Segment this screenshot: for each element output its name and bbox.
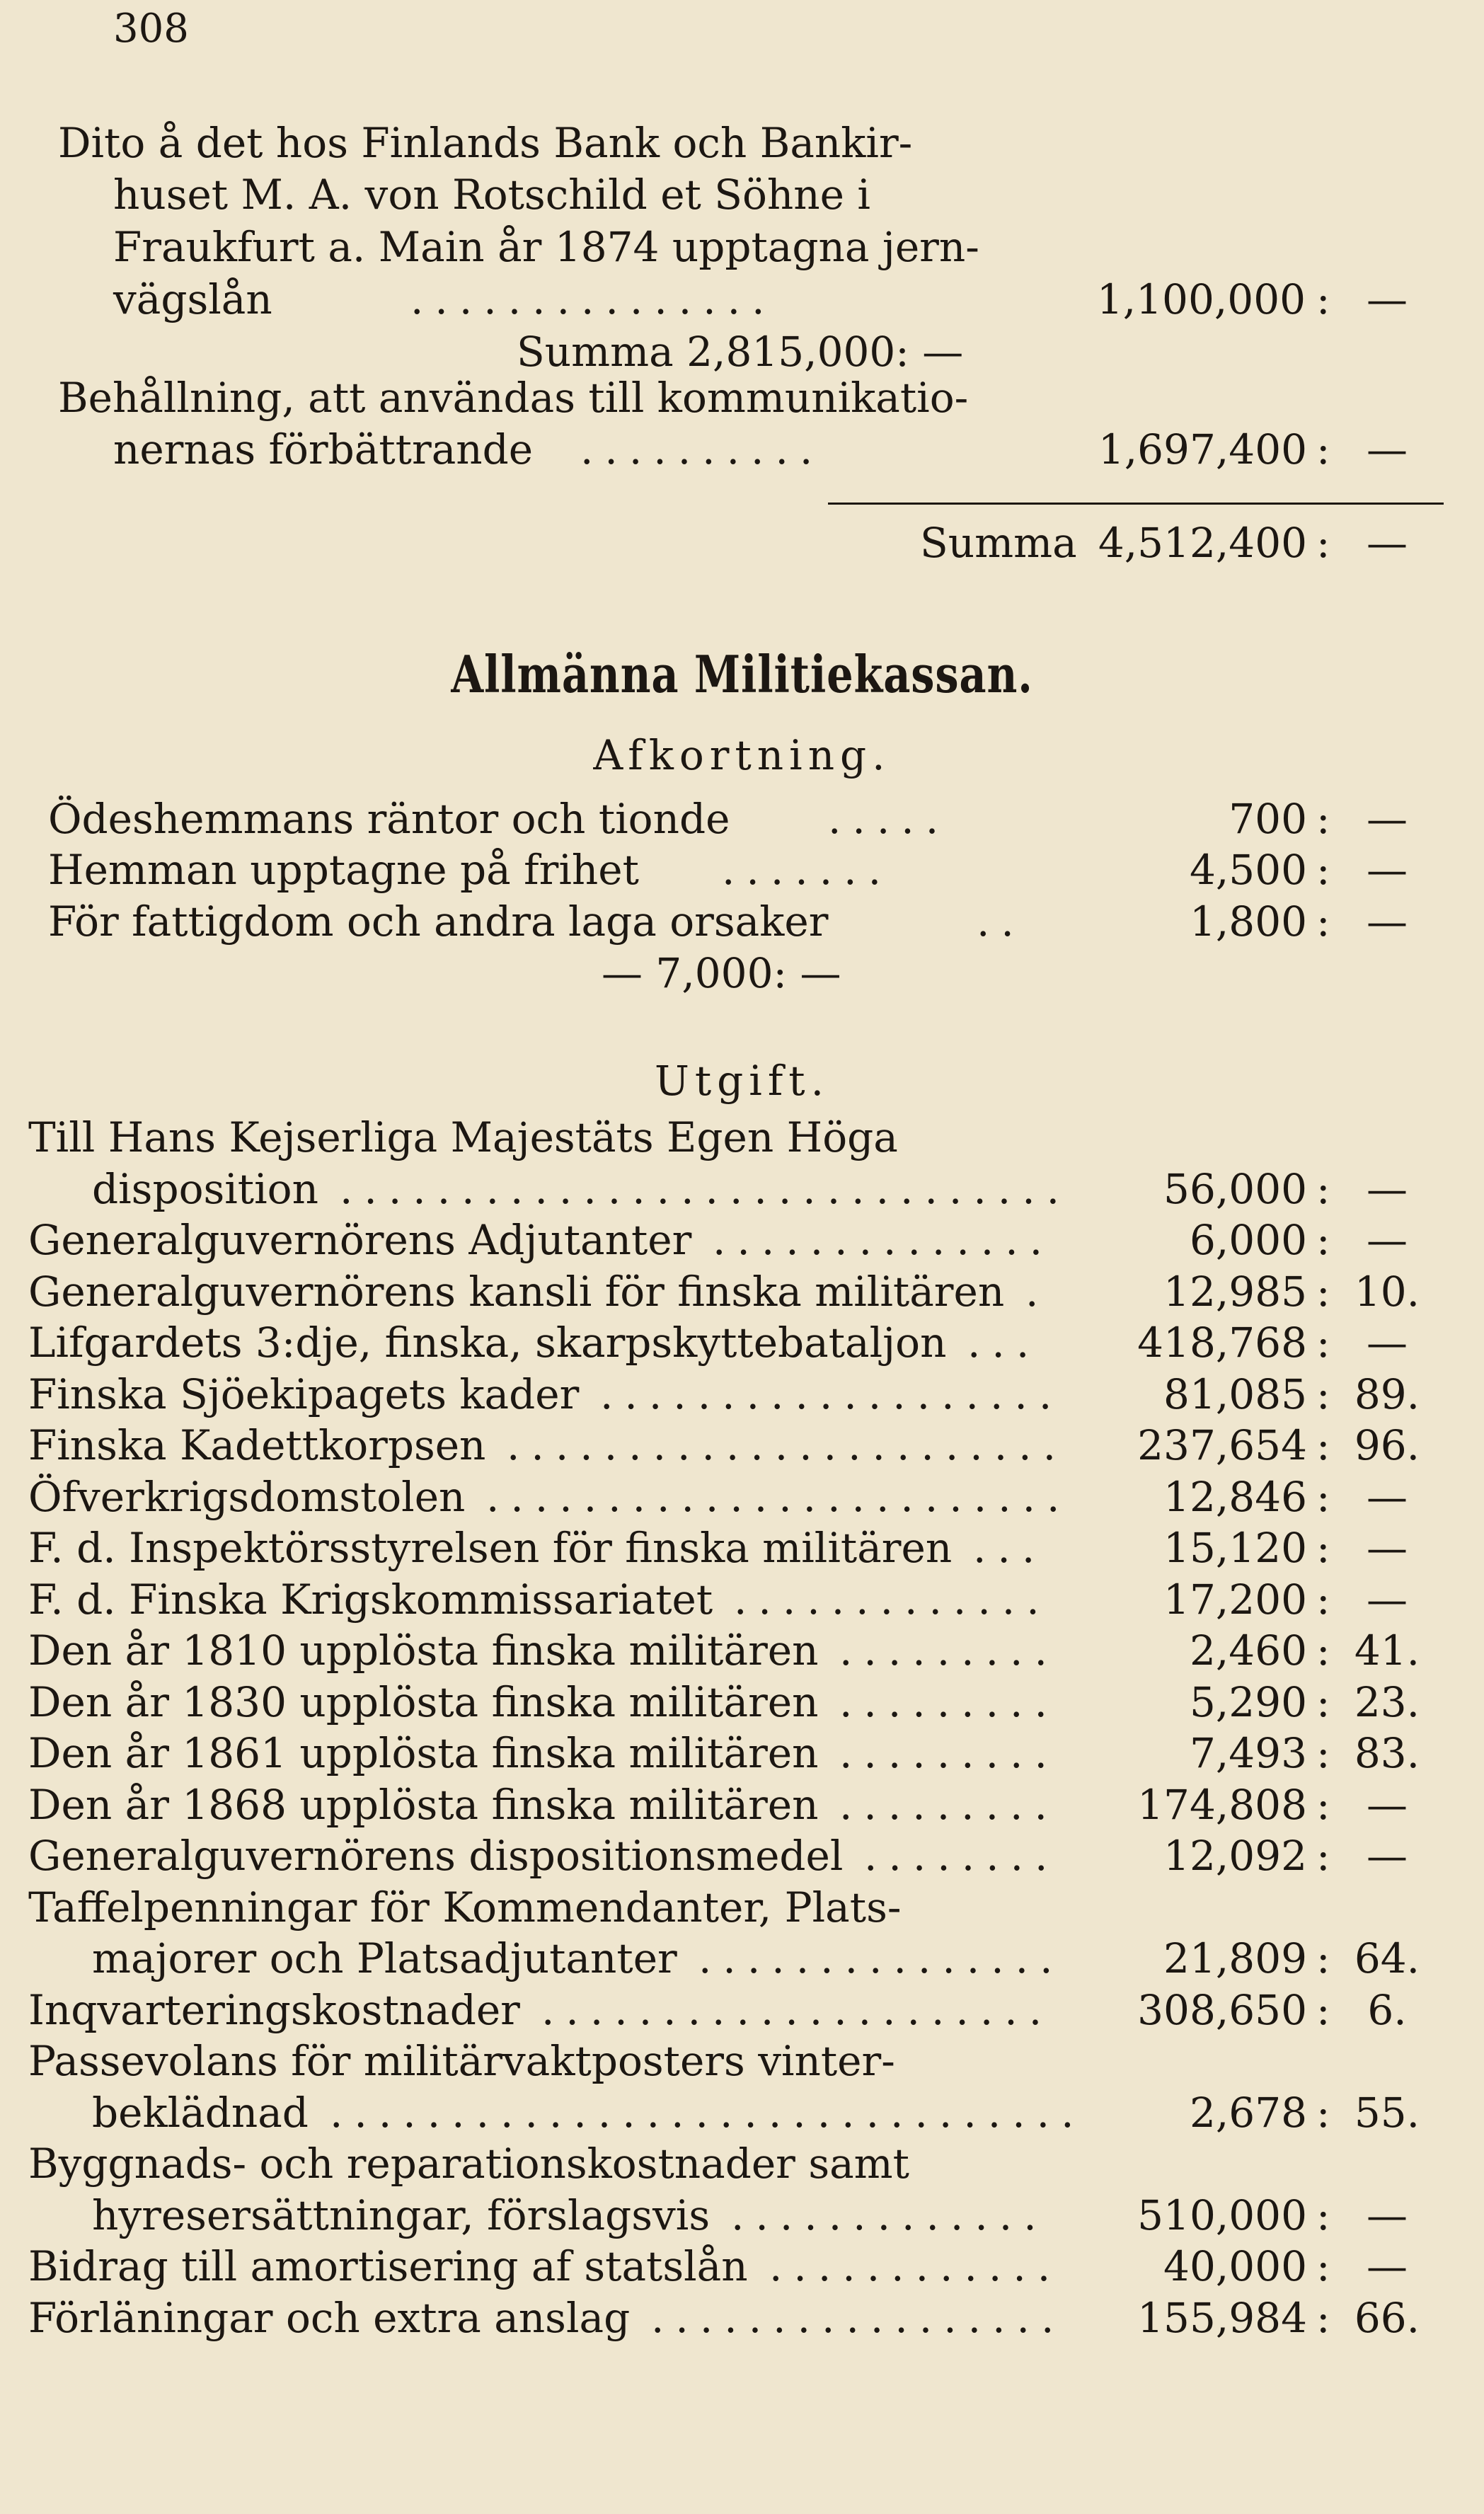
utgift-label: F. d. Finska Krigskommissariatet [28,1575,713,1624]
leader-dots: ......... [839,1729,1059,1777]
summa-2-amount: 4,512,400 [1098,519,1307,567]
afkortning-label: För fattigdom och andra laga orsaker [48,897,829,946]
utgift-row [0,1881,1484,1934]
behallning-ore: — [1367,425,1408,473]
utgift-heading-row [0,1055,1484,1107]
leader-dots: ........ [864,1832,1059,1880]
afkortning-total-row [0,947,1484,999]
colon: : [1316,1421,1330,1469]
utgift-amount: 56,000 [1163,1165,1307,1213]
utgift-row [0,1676,1484,1728]
utgift-row [0,1316,1484,1369]
dito-line-1 [0,117,1484,169]
utgift-amount: 17,200 [1163,1575,1307,1624]
dito-text: vägslån [113,275,272,323]
colon: : [1316,2089,1330,2137]
behallning-amount: 1,697,400 [1098,425,1307,473]
colon: : [1316,795,1330,843]
utgift-ore: 10. [1354,1268,1420,1316]
utgift-label: Till Hans Kejserliga Majestäts Egen Höga [28,1113,898,1161]
utgift-ore: 55. [1354,2089,1420,2137]
utgift-ore: — [1367,1165,1408,1213]
colon: : [1316,1319,1330,1367]
utgift-label: Öfverkrigsdomstolen [28,1473,466,1521]
behallning-text: Behållning, att användas till kommunikatio- [58,374,969,422]
utgift-ore: 23. [1354,1678,1420,1726]
page-number: 308 [113,6,189,52]
leader-dots: .......... [580,425,824,473]
utgift-amount: 15,120 [1163,1524,1307,1572]
utgift-label: hyresersättningar, förslagsvis [92,2191,711,2239]
utgift-label: Inqvarteringskostnader [28,1986,520,2034]
utgift-amount: 510,000 [1137,2191,1307,2239]
utgift-row [0,1522,1484,1574]
utgift-amount: 2,678 [1189,2089,1307,2137]
utgift-amount: 21,809 [1163,1934,1307,1982]
utgift-label: beklädnad [92,2089,309,2137]
utgift-amount: 12,985 [1163,1268,1307,1316]
utgift-label: Generalguvernörens Adjutanter [28,1216,692,1264]
leader-dots: ....................... [507,1421,1068,1469]
afkortning-total: — 7,000: — [602,949,841,997]
leader-dots: .. [977,897,1025,946]
utgift-row [0,1471,1484,1523]
utgift-label: Förläningar och extra anslag [28,2294,631,2342]
utgift-row [0,2087,1484,2139]
leader-dots: ....... [722,846,893,894]
utgift-row [0,2137,1484,2190]
leader-dots: ............. [734,1575,1051,1624]
leader-dots: ............................... [330,2089,1086,2137]
utgift-amount: 6,000 [1189,1216,1307,1264]
utgift-row [0,1265,1484,1318]
utgift-ore: 6. [1367,1986,1407,2034]
utgift-ore: — [1367,1216,1408,1264]
utgift-ore: 66. [1354,2294,1420,2342]
utgift-amount: 155,984 [1137,2294,1307,2342]
utgift-row [0,1214,1484,1266]
afkortning-amount: 1,800 [1189,897,1307,946]
sum-rule [828,503,1444,505]
afkortning-label: Ödeshemmans räntor och tionde [48,795,730,843]
leader-dots: ........................ [486,1473,1071,1521]
utgift-amount: 5,290 [1189,1678,1307,1726]
afkortning-amount: 700 [1229,795,1307,843]
dito-line-2 [0,168,1484,221]
leader-dots: ... [967,1319,1041,1367]
utgift-ore: — [1367,2191,1408,2239]
utgift-amount: 418,768 [1137,1319,1307,1367]
leader-dots: .............. [713,1216,1054,1264]
utgift-row [0,2035,1484,2087]
behallning-line-2 [0,423,1484,476]
colon: : [1316,1575,1330,1624]
utgift-label: Generalguvernörens dispositionsmedel [28,1832,844,1880]
colon: : [1316,846,1330,894]
leader-dots: ......... [839,1626,1059,1675]
utgift-label: Den år 1868 upplösta finska militären [28,1781,819,1829]
section-title: Allmänna Militiekassan. [451,644,1033,704]
utgift-row [0,2292,1484,2344]
utgift-ore: 83. [1354,1729,1420,1777]
leader-dots: ................... [600,1370,1064,1418]
utgift-row [0,1368,1484,1420]
dito-amount: 1,100,000 [1096,275,1306,323]
summa-line-1 [0,326,1484,378]
utgift-ore: — [1367,1473,1408,1521]
utgift-label: Byggnads- och reparationskostnader samt [28,2140,909,2188]
utgift-amount: 237,654 [1137,1421,1307,1469]
colon: : [1316,425,1330,473]
colon: : [1316,1524,1330,1572]
summa-1: Summa 2,815,000: — [517,328,964,376]
utgift-ore: — [1367,1319,1408,1367]
utgift-amount: 81,085 [1163,1370,1307,1418]
utgift-ore: 89. [1354,1370,1420,1418]
utgift-label: Lifgardets 3:dje, finska, skarpskyttebataljon [28,1319,947,1367]
colon: : [1316,2191,1330,2239]
utgift-amount: 12,092 [1163,1832,1307,1880]
colon: : [1316,2242,1330,2290]
afkortning-row [0,844,1484,896]
utgift-row [0,1419,1484,1471]
dito-text: huset M. A. von Rotschild et Söhne i [113,171,870,219]
utgift-row [0,1111,1484,1164]
utgift-ore: 41. [1354,1626,1420,1675]
leader-dots: ..................... [541,1986,1054,2034]
utgift-label: Den år 1830 upplösta finska militären [28,1678,819,1726]
colon: : [1316,1626,1330,1675]
dito-ore: — [1367,275,1408,323]
utgift-heading: Utgift. [654,1057,830,1105]
afkortning-ore: — [1367,897,1408,946]
utgift-row [0,1727,1484,1779]
utgift-row [0,1779,1484,1831]
colon: : [1316,519,1330,567]
utgift-label: Finska Sjöekipagets kader [28,1370,580,1418]
utgift-label: Bidrag till amortisering af statslån [28,2242,748,2290]
utgift-label: Passevolans för militärvaktposters vinter- [28,2037,895,2085]
colon: : [1316,1165,1330,1213]
colon: : [1316,1370,1330,1418]
utgift-row [0,2189,1484,2242]
leader-dots: ............ [769,2242,1062,2290]
utgift-label: majorer och Platsadjutanter [92,1934,677,1982]
colon: : [1316,1678,1330,1726]
utgift-label: Den år 1810 upplösta finska militären [28,1626,819,1675]
summa-line-2 [0,517,1484,569]
utgift-amount: 308,650 [1137,1986,1307,2034]
colon: : [1316,1216,1330,1264]
utgift-ore: 96. [1354,1421,1420,1469]
utgift-row [0,1163,1484,1215]
summa-2-label: Summa [920,519,1077,567]
dito-text: Dito å det hos Finlands Bank och Bankir- [58,119,913,167]
colon: : [1316,1729,1330,1777]
colon: : [1316,1832,1330,1880]
colon: : [1316,1268,1330,1316]
utgift-amount: 7,493 [1189,1729,1307,1777]
leader-dots: ......... [839,1781,1059,1829]
dito-line-3 [0,221,1484,273]
afkortning-heading-row [0,729,1484,781]
leader-dots: ............. [731,2191,1048,2239]
utgift-label: disposition [92,1165,318,1213]
leader-dots: . [1025,1268,1050,1316]
afkortning-ore: — [1367,795,1408,843]
utgift-label: Finska Kadettkorpsen [28,1421,486,1469]
utgift-label: Den år 1861 upplösta finska militären [28,1729,819,1777]
utgift-row [0,1984,1484,2036]
leader-dots: ............... [410,275,776,323]
utgift-ore: 64. [1354,1934,1420,1982]
utgift-row [0,1830,1484,1882]
colon: : [1316,1781,1330,1829]
leader-dots: ..... [828,795,950,843]
afkortning-label: Hemman upptagne på frihet [48,846,639,894]
leader-dots: ............... [698,1934,1064,1982]
utgift-label: F. d. Inspektörsstyrelsen för finska militären [28,1524,953,1572]
utgift-ore: — [1367,1524,1408,1572]
utgift-ore: — [1367,1575,1408,1624]
utgift-amount: 2,460 [1189,1626,1307,1675]
utgift-label: Generalguvernörens kansli för finska militären [28,1268,1005,1316]
behallning-line-1 [0,372,1484,424]
leader-dots: ......... [839,1678,1059,1726]
dito-line-4 [0,273,1484,326]
utgift-label: Taffelpenningar för Kommendanter, Plats- [28,1883,902,1932]
dito-text: Fraukfurt a. Main år 1874 upptagna jern- [113,223,979,271]
utgift-row [0,1932,1484,1985]
utgift-ore: — [1367,2242,1408,2290]
utgift-amount: 174,808 [1137,1781,1307,1829]
utgift-row [0,2240,1484,2292]
colon: : [1316,2294,1330,2342]
utgift-amount: 40,000 [1163,2242,1307,2290]
afkortning-heading: Afkortning. [593,731,891,779]
behallning-text: nernas förbättrande [113,425,534,473]
colon: : [1316,1934,1330,1982]
leader-dots: .............................. [340,1165,1071,1213]
colon: : [1316,1473,1330,1521]
afkortning-amount: 4,500 [1189,846,1307,894]
colon: : [1316,1986,1330,2034]
leader-dots: ................. [651,2294,1066,2342]
colon: : [1316,275,1330,323]
leader-dots: ... [973,1524,1047,1572]
afkortning-ore: — [1367,846,1408,894]
summa-2-ore: — [1367,519,1408,567]
utgift-row [0,1573,1484,1626]
colon: : [1316,897,1330,946]
afkortning-row [0,895,1484,948]
afkortning-row [0,793,1484,845]
utgift-ore: — [1367,1832,1408,1880]
utgift-row [0,1624,1484,1677]
utgift-amount: 12,846 [1163,1473,1307,1521]
utgift-ore: — [1367,1781,1408,1829]
